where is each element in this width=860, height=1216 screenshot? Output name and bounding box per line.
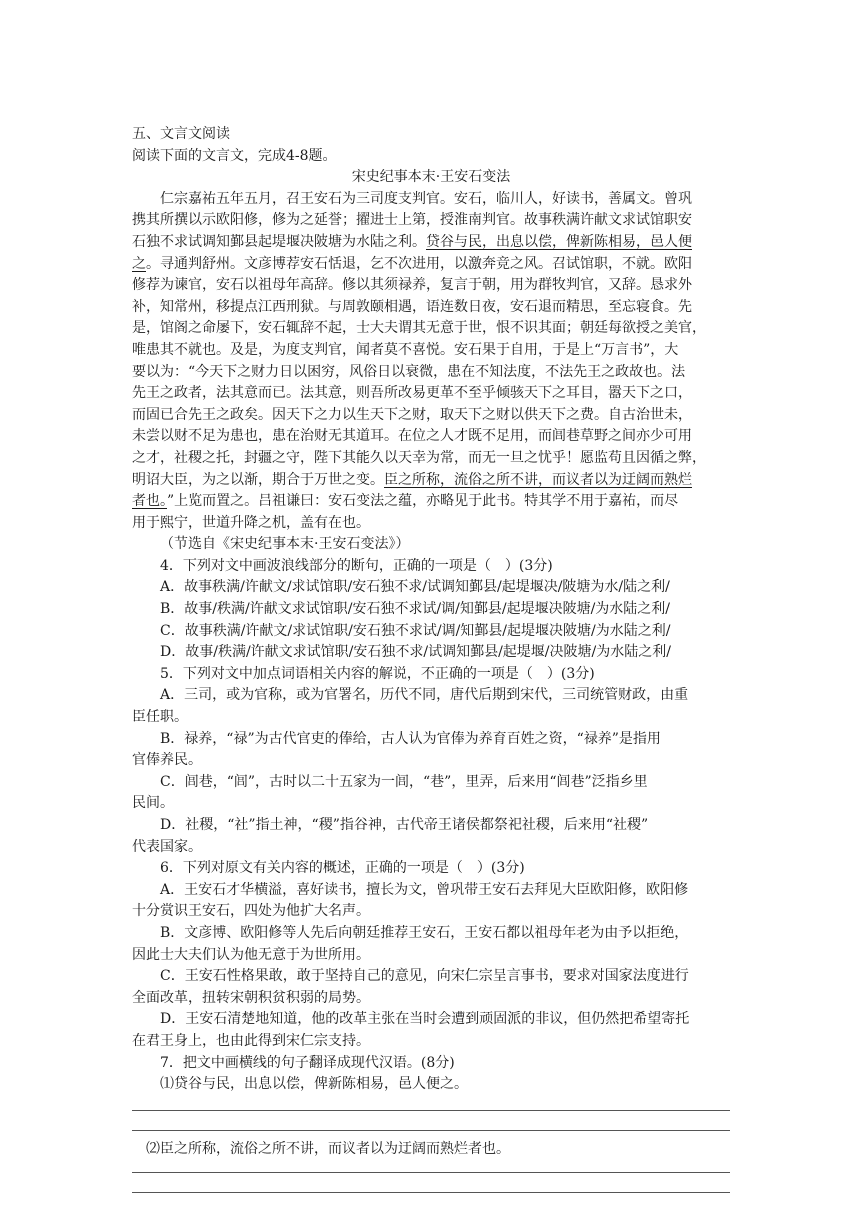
- passage: [132, 189, 730, 556]
- passage-line: [132, 470, 730, 492]
- passage-line: 而固已合先王之政矣。因天下之力以生天下之财，取天下之财以供天下之费。自古治世未，: [132, 406, 692, 423]
- passage-source: （节选自《宋史纪事本末·王安石变法》）: [160, 536, 410, 553]
- option-b-cont: 因此士大夫们认为他无意于为世所用。: [132, 946, 370, 963]
- option-c: C．故事秩满/许献文/求试馆职/安石独不求试/调/知鄞县/起堤堰决陂塘/为水陆之利/: [160, 622, 671, 639]
- answer-line[interactable]: [132, 1172, 730, 1173]
- passage-line: 唯患其不就也。及是，为度支判官，闻者莫不喜悦。安石果于自用，于是上“万言书”，大: [132, 341, 679, 358]
- passage-line: 仁宗嘉祐五年五月，召王安石为三司度支判官。安石，临川人，好读书，善属文。曾巩: [160, 190, 692, 207]
- passage-text: ”上览而置之。吕祖谦曰：安石变法之蕴，亦略见于此书。特其学不用于嘉祐，而尽: [167, 493, 679, 510]
- option-c-cont: 全面改革，扭转宋朝积贫积弱的局势。: [132, 989, 370, 1006]
- passage-text: 明诏大臣，为之以渐，期合于万世之变。: [132, 471, 384, 488]
- underlined-sentence-2-end: 者也。: [132, 493, 167, 510]
- option-d-cont: 代表国家。: [132, 838, 202, 855]
- passage-line: 补，知常州，移提点江西刑狱。与周敦颐相遇，语连数日夜，安石退而精思，至忘寝食。先: [132, 298, 692, 315]
- question-stem: 6．下列对原文有关内容的概述，正确的一项是（ ）(3分): [160, 860, 525, 877]
- question-5: [132, 664, 730, 858]
- underlined-sentence-1: 贷谷与民，出息以偿，俾新陈相易，邑人便: [426, 233, 692, 250]
- option-b-cont: 官俸养民。: [132, 752, 202, 769]
- option-a-cont: 臣任职。: [132, 709, 188, 726]
- passage-line: 携其所撰以示欧阳修，修为之延誉；擢进士上第，授淮南判官。故事秩满许献文求试馆职安: [132, 212, 692, 229]
- passage-line: 先王之政者，法其意而已。法其意，则吾所改易更革不至乎倾骇天下之耳目，嚣天下之口，: [132, 385, 692, 402]
- question-4: [132, 556, 730, 664]
- question-7: [132, 1053, 730, 1194]
- option-d: D．社稷，“社”指土神，“稷”指谷神，古代帝王诸侯都祭祀社稷，后来用“社稷”: [160, 817, 649, 833]
- option-a-cont: 十分赏识王安石，四处为他扩大名声。: [132, 903, 370, 920]
- passage-line: 要以为：“今天下之财力日以困穷，风俗日以衰微，患在不知法度，不法先王之政故也。法: [132, 363, 686, 380]
- option-a: A．故事秩满/许献文/求试馆职/安石独不求/试调知鄞县/起堤堰决/陂塘为水/陆之利/: [160, 579, 670, 596]
- option-c: C．王安石性格果敢，敢于坚持自己的意见，向宋仁宗呈言事书，要求对国家法度进行: [160, 968, 689, 985]
- option-b: B．故事/秩满/许献文求试馆职/安石独不求试/调/知鄞县/起堤堰决陂塘/为水陆之利/: [160, 601, 671, 618]
- option-d: D．王安石清楚地知道，他的改革主张在当时会遭到顽固派的非议，但仍然把希望寄托: [160, 1011, 690, 1028]
- passage-line: 用于熙宁，世道升降之机，盖有在也。: [132, 514, 370, 531]
- answer-line[interactable]: [132, 1130, 730, 1131]
- option-a: A．王安石才华横溢，喜好读书，擅长为文，曾巩带王安石去拜见大臣欧阳修，欧阳修: [160, 881, 689, 898]
- passage-line: 之才，社稷之托，封疆之守，陛下其能久以天幸为常，而无一旦之忧乎！愿监苟且因循之弊，: [132, 449, 706, 466]
- passage-text: 石独不求试调知鄞县起堤堰决陂塘为水陆之利。: [132, 233, 426, 250]
- section-title: 五、文言文阅读: [132, 126, 230, 142]
- passage-line: 未尝以财不足为患也，患在治财无其道耳。在位之人才既不足用，而闾巷草野之间亦少可用: [132, 428, 692, 445]
- option-b: B．文彦博、欧阳修等人先后向朝廷推荐王安石，王安石都以祖母年老为由予以拒绝，: [160, 924, 689, 941]
- underlined-sentence-1-end: 之: [132, 255, 146, 272]
- option-c-cont: 民间。: [132, 795, 174, 812]
- passage-title: 宋史纪事本末·王安石变法: [351, 169, 511, 186]
- passage-line: 修荐为谏官，安石以祖母年高辞。修以其须禄养，复言于朝，用为群牧判官，又辞。恳求外: [132, 277, 692, 294]
- passage-text: 。寻通判舒州。文彦博荐安石恬退，乞不次进用，以激奔竞之风。召试馆职，不就。欧阳: [146, 255, 692, 272]
- exam-page: [132, 124, 730, 1193]
- question-stem: 5．下列对文中加点词语相关内容的解说，不正确的一项是（ ）(3分): [160, 665, 595, 682]
- option-a: A．三司，或为官称，或为官署名，历代不同，唐代后期到宋代，三司统管财政，由重: [160, 687, 689, 704]
- option-d-cont: 在君王身上，也由此得到宋仁宗支持。: [132, 1032, 370, 1049]
- option-c: C．闾巷，“闾”，古时以二十五家为一闾，“巷”，里弄，后来用“闾巷”泛指乡里: [160, 773, 648, 790]
- question-6: [132, 858, 730, 1052]
- passage-line: [132, 232, 730, 254]
- option-d: D．故事/秩满/许献文求试馆职/安石独不求/试调知鄞县/起堤堰/决陂塘/为水陆之利/: [160, 644, 671, 661]
- option-b: B．禄养，“禄”为古代官吏的俸给，古人认为官俸为养育百姓之资，“禄养”是指用: [160, 730, 661, 747]
- passage-line: 是，馆阁之命屡下，安石辄辞不起，士大夫谓其无意于世，恨不识其面；朝廷每欲授之美官，: [132, 320, 706, 337]
- instruction: 阅读下面的文言文，完成4-8题。: [132, 147, 337, 164]
- question-stem: 7．把文中画横线的句子翻译成现代汉语。(8分): [160, 1054, 455, 1071]
- passage-line: [132, 254, 730, 276]
- translate-sentence-2: ⑵臣之所称，流俗之所不讲，而议者以为迂阔而熟烂者也。: [146, 1140, 510, 1157]
- answer-line[interactable]: [132, 1110, 730, 1111]
- translate-sentence-1: ⑴贷谷与民，出息以偿，俾新陈相易，邑人便之。: [160, 1076, 468, 1093]
- underlined-sentence-2: 臣之所称，流俗之所不讲，而议者以为迂阔而熟烂: [384, 471, 692, 488]
- answer-line[interactable]: [132, 1192, 730, 1193]
- question-stem: 4．下列对文中画波浪线部分的断句，正确的一项是（ ）(3分): [160, 557, 553, 574]
- passage-line: [132, 491, 730, 513]
